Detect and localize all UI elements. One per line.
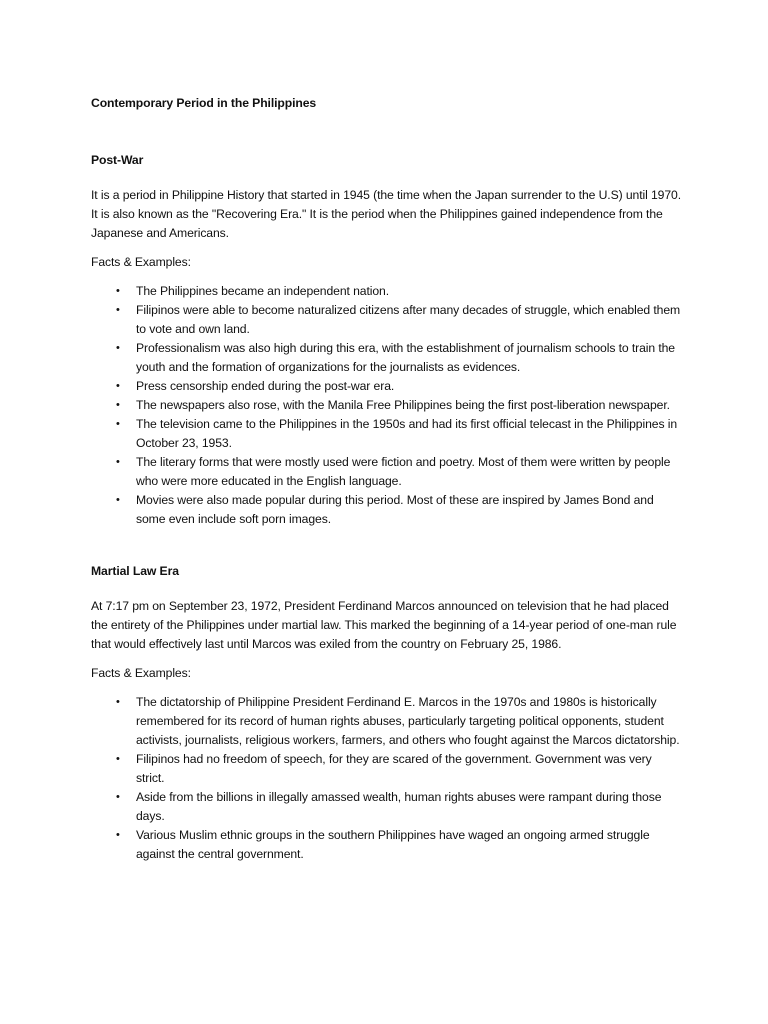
bullet-icon: • [116, 418, 120, 430]
list-item [91, 453, 681, 491]
list-item-text: The literary forms that were mostly used were fiction and poetry. Most of them were written by people who were more educated in the English language. [136, 455, 671, 488]
section-intro-martial-law: At 7:17 pm on September 23, 1972, President Ferdinand Marcos announced on television that he had placed the entirety of the Philippines under martial law. This marked the beginning of a 14-year period of one-man rule that would effectively last until Marcos was exiled from the country on February 25, 1986. [91, 599, 677, 651]
list-item-text: Movies were also made popular during this period. Most of these are inspired by James Bond and some even include soft porn images. [136, 493, 654, 526]
list-item [91, 750, 681, 788]
document-page [91, 94, 681, 864]
bullet-icon: • [116, 829, 120, 841]
bullet-icon: • [116, 399, 120, 411]
document-title: Contemporary Period in the Philippines [91, 96, 317, 110]
section-martial-law [91, 562, 681, 864]
bullet-icon: • [116, 285, 120, 297]
list-item-text: The Philippines became an independent nation. [136, 284, 389, 298]
section-intro-post-war: It is a period in Philippine History that started in 1945 (the time when the Japan surrender to the U.S) until 1970. It is also known as the "Recovering Era." It is the period when the Philippines gained independence from the Japanese and Americans. [91, 188, 681, 240]
list-item [91, 693, 681, 750]
section-spacer [91, 529, 681, 562]
list-item-text: The television came to the Philippines in the 1950s and had its first official telecast in the Philippines in October 23, 1953. [136, 417, 678, 450]
facts-label-martial-law: Facts & Examples: [91, 666, 191, 680]
list-item [91, 788, 681, 826]
bullet-icon: • [116, 304, 120, 316]
list-item [91, 396, 681, 415]
bullet-icon: • [116, 696, 120, 708]
list-item-text: Professionalism was also high during this era, with the establishment of journalism schools to train the youth and the formation of organizations for the journalists as evidences. [136, 341, 675, 374]
list-item-text: The newspapers also rose, with the Manila Free Philippines being the first post-liberation newspaper. [136, 398, 670, 412]
facts-label-post-war: Facts & Examples: [91, 255, 191, 269]
bullet-list-martial-law [91, 693, 681, 864]
section-heading-post-war: Post-War [91, 153, 144, 167]
bullet-icon: • [116, 791, 120, 803]
bullet-icon: • [116, 494, 120, 506]
list-item-text: Press censorship ended during the post-war era. [136, 379, 395, 393]
list-item-text: Various Muslim ethnic groups in the southern Philippines have waged an ongoing armed struggle against the central government. [136, 828, 650, 861]
bullet-icon: • [116, 456, 120, 468]
list-item [91, 339, 681, 377]
section-heading-martial-law: Martial Law Era [91, 564, 179, 578]
list-item [91, 282, 681, 301]
list-item-text: The dictatorship of Philippine President Ferdinand E. Marcos in the 1970s and 1980s is historically remembered for its record of human rights abuses, particularly targeting political opponents, student activists, journalists, religious workers, farmers, and others who fought against the Marcos dictatorship. [136, 695, 680, 747]
bullet-icon: • [116, 342, 120, 354]
list-item [91, 301, 681, 339]
list-item [91, 377, 681, 396]
list-item-text: Filipinos had no freedom of speech, for they are scared of the government. Government was very strict. [136, 752, 652, 785]
bullet-icon: • [116, 753, 120, 765]
list-item-text: Filipinos were able to become naturalized citizens after many decades of struggle, which enabled them to vote and own land. [136, 303, 681, 336]
list-item-text: Aside from the billions in illegally amassed wealth, human rights abuses were rampant during those days. [136, 790, 662, 823]
list-item [91, 415, 681, 453]
bullet-list-post-war [91, 282, 681, 529]
list-item [91, 491, 681, 529]
section-post-war [91, 151, 681, 529]
bullet-icon: • [116, 380, 120, 392]
list-item [91, 826, 681, 864]
